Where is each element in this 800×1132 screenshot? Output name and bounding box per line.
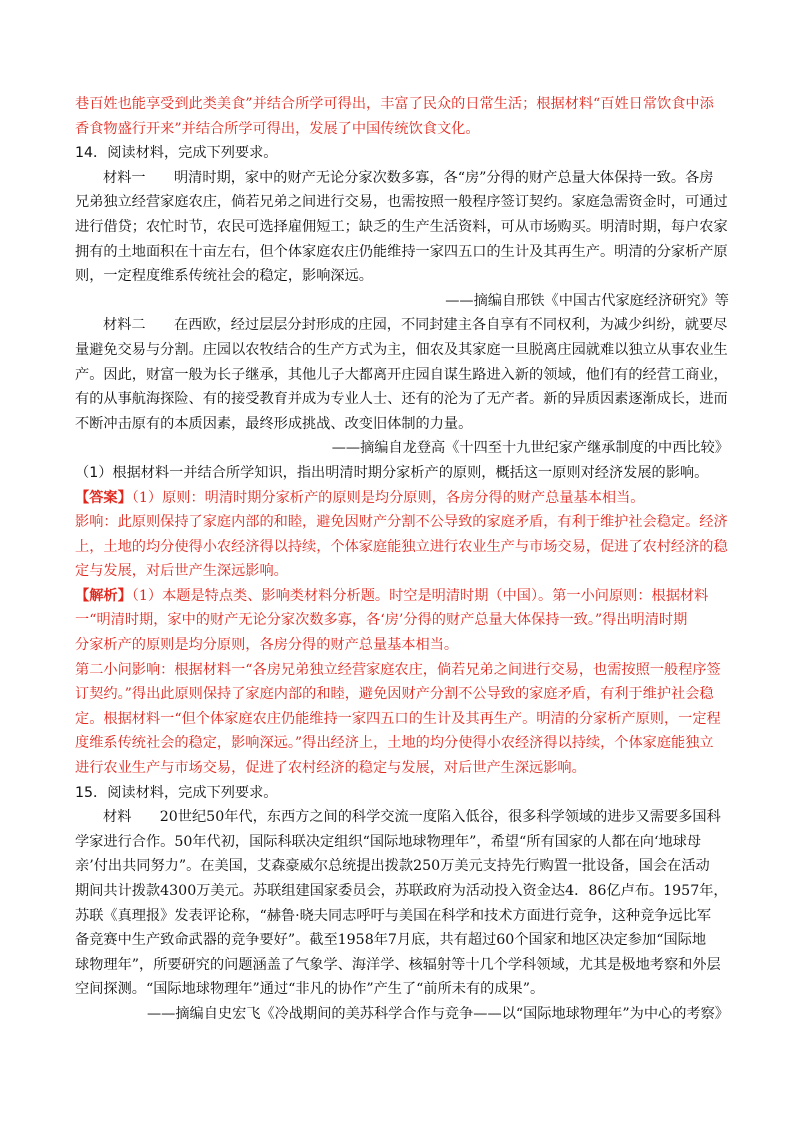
material-line: 材料 20世纪50年代，东西方之间的科学交流一度陷入低谷，很多科学领域的进步又需要多国科 bbox=[103, 809, 721, 826]
analysis-line: 订契约。”得出此原则保持了家庭内部的和睦，避免因财产分割不公导致的家庭矛盾，有利于维护社会稳 bbox=[75, 686, 714, 703]
material-2-line: 产。因此，财富一般为长子继承，其他儿子大都离开庄园自谋生路进入新的领域，他们有的经营工商业， bbox=[75, 366, 728, 383]
material-1-line: 兄弟独立经营家庭农庄，倘若兄弟之间进行交易，也需按照一般程序签订契约。家庭急需资金时，可通过 bbox=[75, 194, 728, 211]
analysis-line: 度维系传统社会的稳定，影响深远。”得出经济上，土地的均分使得小农经济得以持续，个体家庭能独立 bbox=[75, 735, 714, 752]
material-2-line: 量避免交易与分割。庄园以农牧结合的生产方式为主，佃农及其家庭一旦脱离庄园就难以独立从事农业生 bbox=[75, 341, 728, 358]
material-line: 期间共计拨款4300万美元。苏联组建国家委员会，苏联政府为活动投入资金达4．86亿卢布。1957年， bbox=[75, 883, 728, 899]
material-1-line: 拥有的土地面积在十亩左右，但个体家庭农庄仍能维持一家四五口的生计及其再生产。明清的分家析产原 bbox=[75, 243, 728, 260]
question-14-1: （1）根据材料一并结合所学知识，指出明清时期分家析产的原则，概括这一原则对经济发展的影响。 bbox=[75, 464, 709, 481]
analysis-tag: 【解析】 bbox=[75, 587, 132, 604]
material-line: 球物理年”，所要研究的问题涵盖了气象学、海洋学、核辐射等十几个学科领域，尤其是极地考察和外层 bbox=[75, 956, 721, 973]
material-line: 备竞赛中生产致命武器的竞争要好”。截至1958年7月底，共有超过60个国家和地区决定参加“国际地 bbox=[75, 932, 707, 949]
material-line: 苏联《真理报》发表评论称，“赫鲁·晓夫同志呼吁与美国在科学和技术方面进行竞争，这种竞争远比军 bbox=[75, 907, 712, 924]
material-2-source: ——摘编自龙登高《十四至十九世纪家产继承制度的中西比较》 bbox=[331, 440, 729, 457]
material-2-line: 不断冲击原有的本质因素，最终形成挑战、改变旧体制的力量。 bbox=[75, 415, 473, 432]
analysis-line bbox=[75, 584, 729, 609]
material-source: ——摘编自史宏飞《冷战期间的美苏科学合作与竞争——以“国际地球物理年”为中心的考察》 bbox=[146, 1005, 729, 1022]
analysis-line: 定。根据材料一“但个体家庭农庄仍能维持一家四五口的生计及其再生产。明清的分家析产原则，一定程 bbox=[75, 710, 721, 727]
material-2-line: 材料二 在西欧，经过层层分封形成的庄园，不同封建主各自享有不同权利，为减少纠纷，就要尽 bbox=[103, 317, 728, 334]
question-14-heading: 14．阅读材料，完成下列要求。 bbox=[75, 145, 278, 162]
answer-tag: 【答案】 bbox=[75, 489, 132, 506]
material-1-line: 材料一 明清时期，家中的财产无论分家次数多寡，各“房”分得的财产总量大体保持一致。各房 bbox=[103, 169, 714, 186]
answer-line bbox=[75, 486, 729, 511]
analysis-line: 进行农业生产与市场交易，促进了农村经济的稳定与发展，对后世产生深远影响。 bbox=[75, 760, 586, 777]
document-page bbox=[75, 92, 729, 1027]
material-line: 空间探测。“国际地球物理年”通过“非凡的协作”产生了“前所未有的成果”。 bbox=[75, 981, 545, 998]
q13-answer-line: 香食物盛行开来”并结合所学可得出，发展了中国传统饮食文化。 bbox=[75, 120, 480, 137]
analysis-line: 一“明清时期，家中的财产无论分家次数多寡，各‘房’分得的财产总量大体保持一致。”得出明清时期 bbox=[75, 612, 688, 629]
q13-answer-line: 巷百姓也能享受到此类美食”并结合所学可得出，丰富了民众的日常生活；根据材料“百姓日常饮食中添 bbox=[75, 96, 714, 112]
material-1-line: 进行借贷；农忙时节，农民可选择雇佣短工；缺乏的生产生活资料，可从市场购买。明清时期，每户农家 bbox=[75, 218, 728, 235]
material-line: 亲’付出共同努力”。在美国，艾森豪威尔总统提出拨款250万美元支持先行购置一批设备，国会在活动 bbox=[75, 858, 710, 875]
analysis-text: （1）本题是特点类、影响类材料分析题。时空是明清时期（中国）。第一小问原则：根据材料 bbox=[131, 587, 709, 604]
material-2-line: 有的从事航海探险、有的接受教育并成为专业人士、还有的沦为了无产者。新的异质因素逐渐成长，进而 bbox=[75, 391, 728, 408]
question-15-heading: 15．阅读材料，完成下列要求。 bbox=[75, 784, 278, 801]
analysis-line: 第二小问影响：根据材料一“各房兄弟独立经营家庭农庄，倘若兄弟之间进行交易，也需按照一般程序签 bbox=[75, 661, 721, 678]
answer-line: 上，土地的均分使得小农经济得以持续，个体家庭能独立进行农业生产与市场交易，促进了农村经济的稳 bbox=[75, 538, 728, 555]
answer-line: 影响：此原则保持了家庭内部的和睦，避免因财产分割不公导致的家庭矛盾，有利于维护社会稳定。经济 bbox=[75, 514, 728, 531]
material-line: 学家进行合作。50年代初，国际科联决定组织“国际地球物理年”，希望“所有国家的人都在向‘地球母 bbox=[75, 833, 702, 850]
answer-line: 定与发展，对后世产生深远影响。 bbox=[75, 563, 288, 580]
material-1-source: ——摘编自邢铁《中国古代家庭经济研究》等 bbox=[445, 292, 729, 309]
analysis-line: 分家析产的原则是均分原则，各房分得的财产总量基本相当。 bbox=[75, 637, 459, 654]
answer-text: （1）原则：明清时期分家析产的原则是均分原则，各房分得的财产总量基本相当。 bbox=[131, 489, 645, 506]
material-1-line: 则，一定程度维系传统社会的稳定，影响深远。 bbox=[75, 268, 373, 285]
